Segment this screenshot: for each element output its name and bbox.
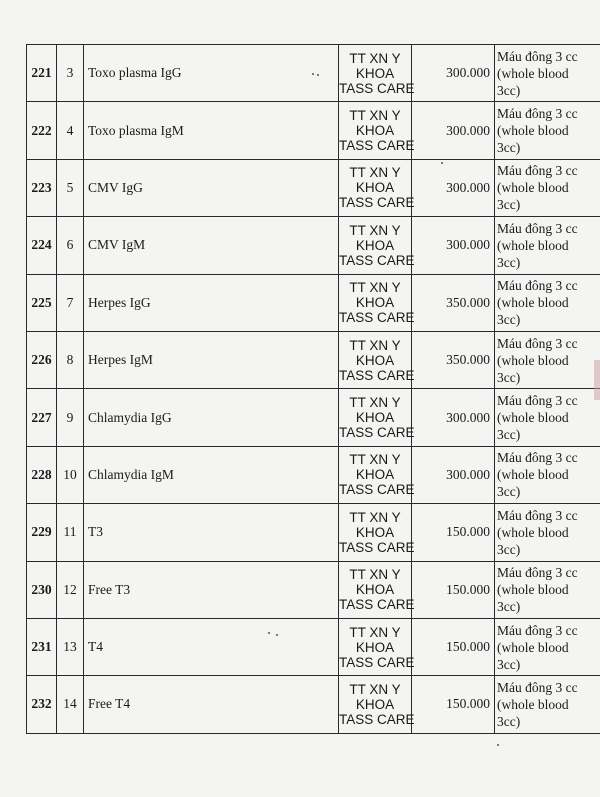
lab-name-line: KHOA bbox=[355, 295, 395, 311]
specimen bbox=[495, 274, 600, 331]
test-name: Herpes IgM bbox=[84, 331, 339, 388]
lab-name-line: TT XN Y bbox=[349, 681, 401, 697]
specimen-line: 3cc) bbox=[497, 312, 521, 328]
price: 300.000 bbox=[412, 217, 495, 274]
lab-name-line: KHOA bbox=[355, 65, 395, 81]
lab-name-line: KHOA bbox=[355, 524, 395, 540]
sub-number: 7 bbox=[57, 274, 84, 331]
specimen-line: Máu đông 3 cc bbox=[497, 335, 578, 351]
specimen-line: 3cc) bbox=[497, 599, 521, 615]
row-number: 226 bbox=[27, 331, 57, 388]
row-number: 223 bbox=[27, 159, 57, 216]
lab-name-line: KHOA bbox=[355, 696, 395, 712]
sub-number: 11 bbox=[57, 504, 84, 561]
specimen-line: (whole blood bbox=[497, 180, 569, 196]
lab-name bbox=[339, 45, 415, 102]
row-number: 225 bbox=[27, 274, 57, 331]
lab-name-line: KHOA bbox=[355, 180, 395, 196]
specimen-line: 3cc) bbox=[497, 197, 521, 213]
table-body bbox=[27, 45, 600, 734]
sub-number: 3 bbox=[57, 45, 84, 102]
lab-name-line: KHOA bbox=[355, 582, 395, 598]
table-row bbox=[27, 217, 600, 274]
lab-name-line: TASS CARE bbox=[339, 80, 415, 96]
lab-name bbox=[339, 389, 415, 446]
lab-name-line: TASS CARE bbox=[339, 425, 415, 441]
test-name: Chlamydia IgM bbox=[84, 446, 339, 503]
specimen-line: (whole blood bbox=[497, 295, 569, 311]
sub-number: 5 bbox=[57, 159, 84, 216]
specimen-line: (whole blood bbox=[497, 696, 569, 712]
lab-name-line: TASS CARE bbox=[339, 367, 415, 383]
test-name: Toxo plasma IgG bbox=[84, 45, 339, 102]
row-number: 221 bbox=[27, 45, 57, 102]
specimen-line: Máu đông 3 cc bbox=[497, 278, 578, 294]
row-number: 224 bbox=[27, 217, 57, 274]
lab-name-line: TASS CARE bbox=[339, 252, 415, 268]
test-name: T3 bbox=[84, 504, 339, 561]
specimen-line: (whole blood bbox=[497, 582, 569, 598]
lab-name-line: TASS CARE bbox=[339, 138, 415, 154]
row-number: 227 bbox=[27, 389, 57, 446]
specimen bbox=[495, 159, 600, 216]
table-row bbox=[27, 504, 600, 561]
lab-name bbox=[339, 504, 415, 561]
lab-name-line: TASS CARE bbox=[339, 539, 415, 555]
specimen-line: 3cc) bbox=[497, 427, 521, 443]
lab-name-line: TT XN Y bbox=[349, 165, 401, 181]
sub-number: 13 bbox=[57, 618, 84, 675]
sub-number: 9 bbox=[57, 389, 84, 446]
table-row bbox=[27, 102, 600, 159]
specimen-line: Máu đông 3 cc bbox=[497, 48, 578, 64]
row-number: 230 bbox=[27, 561, 57, 618]
test-name: CMV IgM bbox=[84, 217, 339, 274]
price: 150.000 bbox=[412, 561, 495, 618]
table-row bbox=[27, 331, 600, 388]
specimen bbox=[495, 504, 600, 561]
row-number: 231 bbox=[27, 618, 57, 675]
price: 350.000 bbox=[412, 331, 495, 388]
specimen bbox=[495, 102, 600, 159]
sub-number: 4 bbox=[57, 102, 84, 159]
specimen-line: 3cc) bbox=[497, 656, 521, 672]
lab-name-line: TT XN Y bbox=[349, 337, 401, 353]
row-number: 232 bbox=[27, 676, 57, 733]
specimen bbox=[495, 389, 600, 446]
specimen bbox=[495, 217, 600, 274]
test-name: Free T4 bbox=[84, 676, 339, 733]
price: 350.000 bbox=[412, 274, 495, 331]
specimen-line: Máu đông 3 cc bbox=[497, 450, 578, 466]
specimen-line: 3cc) bbox=[497, 82, 521, 98]
table-row bbox=[27, 446, 600, 503]
table-row bbox=[27, 561, 600, 618]
specimen bbox=[495, 45, 600, 102]
test-name: Free T3 bbox=[84, 561, 339, 618]
row-number: 228 bbox=[27, 446, 57, 503]
row-number: 222 bbox=[27, 102, 57, 159]
specimen bbox=[495, 446, 600, 503]
specimen-line: (whole blood bbox=[497, 467, 569, 483]
specimen-line: Máu đông 3 cc bbox=[497, 507, 578, 523]
sub-number: 10 bbox=[57, 446, 84, 503]
test-name: CMV IgG bbox=[84, 159, 339, 216]
lab-name-line: TASS CARE bbox=[339, 711, 415, 727]
specimen bbox=[495, 676, 600, 733]
lab-name-line: KHOA bbox=[355, 467, 395, 483]
scan-edge-mark bbox=[594, 360, 600, 400]
specimen-line: (whole blood bbox=[497, 639, 569, 655]
lab-name-line: KHOA bbox=[355, 123, 395, 139]
table-row bbox=[27, 159, 600, 216]
test-name: Herpes IgG bbox=[84, 274, 339, 331]
specimen-line: (whole blood bbox=[497, 237, 569, 253]
specimen-line: (whole blood bbox=[497, 524, 569, 540]
specimen-line: Máu đông 3 cc bbox=[497, 106, 578, 122]
table-row bbox=[27, 274, 600, 331]
table-row bbox=[27, 389, 600, 446]
lab-name-line: TT XN Y bbox=[349, 222, 401, 238]
specimen-line: Máu đông 3 cc bbox=[497, 622, 578, 638]
test-name: T4 bbox=[84, 618, 339, 675]
specimen-line: 3cc) bbox=[497, 713, 521, 729]
lab-name bbox=[339, 618, 415, 675]
lab-name bbox=[339, 274, 415, 331]
specimen-line: Máu đông 3 cc bbox=[497, 565, 578, 581]
row-number: 229 bbox=[27, 504, 57, 561]
lab-name-line: TT XN Y bbox=[349, 452, 401, 468]
specimen-line: (whole blood bbox=[497, 352, 569, 368]
lab-name-line: TASS CARE bbox=[339, 654, 415, 670]
specimen-line: (whole blood bbox=[497, 410, 569, 426]
price: 150.000 bbox=[412, 618, 495, 675]
lab-name-line: TASS CARE bbox=[339, 310, 415, 326]
lab-name bbox=[339, 446, 415, 503]
price: 150.000 bbox=[412, 504, 495, 561]
lab-name-line: KHOA bbox=[355, 352, 395, 368]
lab-name-line: TT XN Y bbox=[349, 280, 401, 296]
table-row bbox=[27, 618, 600, 675]
sub-number: 6 bbox=[57, 217, 84, 274]
lab-name bbox=[339, 217, 415, 274]
lab-name-line: KHOA bbox=[355, 237, 395, 253]
lab-name bbox=[339, 676, 415, 733]
lab-name-line: KHOA bbox=[355, 639, 395, 655]
lab-name-line: KHOA bbox=[355, 410, 395, 426]
sub-number: 8 bbox=[57, 331, 84, 388]
lab-name-line: TT XN Y bbox=[349, 50, 401, 66]
lab-name bbox=[339, 331, 415, 388]
sub-number: 12 bbox=[57, 561, 84, 618]
sub-number: 14 bbox=[57, 676, 84, 733]
lab-name-line: TT XN Y bbox=[349, 108, 401, 124]
price: 300.000 bbox=[412, 446, 495, 503]
specimen-line: Máu đông 3 cc bbox=[497, 679, 578, 695]
lab-name-line: TT XN Y bbox=[349, 395, 401, 411]
lab-name-line: TT XN Y bbox=[349, 509, 401, 525]
specimen-line: 3cc) bbox=[497, 541, 521, 557]
price: 300.000 bbox=[412, 389, 495, 446]
table-row bbox=[27, 676, 600, 733]
lab-name bbox=[339, 102, 415, 159]
specimen-line: Máu đông 3 cc bbox=[497, 393, 578, 409]
specimen-line: 3cc) bbox=[497, 369, 521, 385]
specimen-line: 3cc) bbox=[497, 254, 521, 270]
specimen-line: Máu đông 3 cc bbox=[497, 163, 578, 179]
specimen-line: 3cc) bbox=[497, 484, 521, 500]
lab-name-line: TT XN Y bbox=[349, 567, 401, 583]
lab-name-line: TT XN Y bbox=[349, 624, 401, 640]
price: 300.000 bbox=[412, 45, 495, 102]
specimen-line: 3cc) bbox=[497, 140, 521, 156]
price: 300.000 bbox=[412, 159, 495, 216]
specimen-line: (whole blood bbox=[497, 65, 569, 81]
lab-name-line: TASS CARE bbox=[339, 195, 415, 211]
specimen-line: Máu đông 3 cc bbox=[497, 220, 578, 236]
lab-name-line: TASS CARE bbox=[339, 597, 415, 613]
price-list-table bbox=[26, 44, 600, 734]
test-name: Toxo plasma IgM bbox=[84, 102, 339, 159]
specimen bbox=[495, 331, 600, 388]
price: 150.000 bbox=[412, 676, 495, 733]
lab-name bbox=[339, 159, 415, 216]
specimen bbox=[495, 561, 600, 618]
price: 300.000 bbox=[412, 102, 495, 159]
lab-name bbox=[339, 561, 415, 618]
specimen-line: (whole blood bbox=[497, 123, 569, 139]
lab-name-line: TASS CARE bbox=[339, 482, 415, 498]
specimen bbox=[495, 618, 600, 675]
test-name: Chlamydia IgG bbox=[84, 389, 339, 446]
